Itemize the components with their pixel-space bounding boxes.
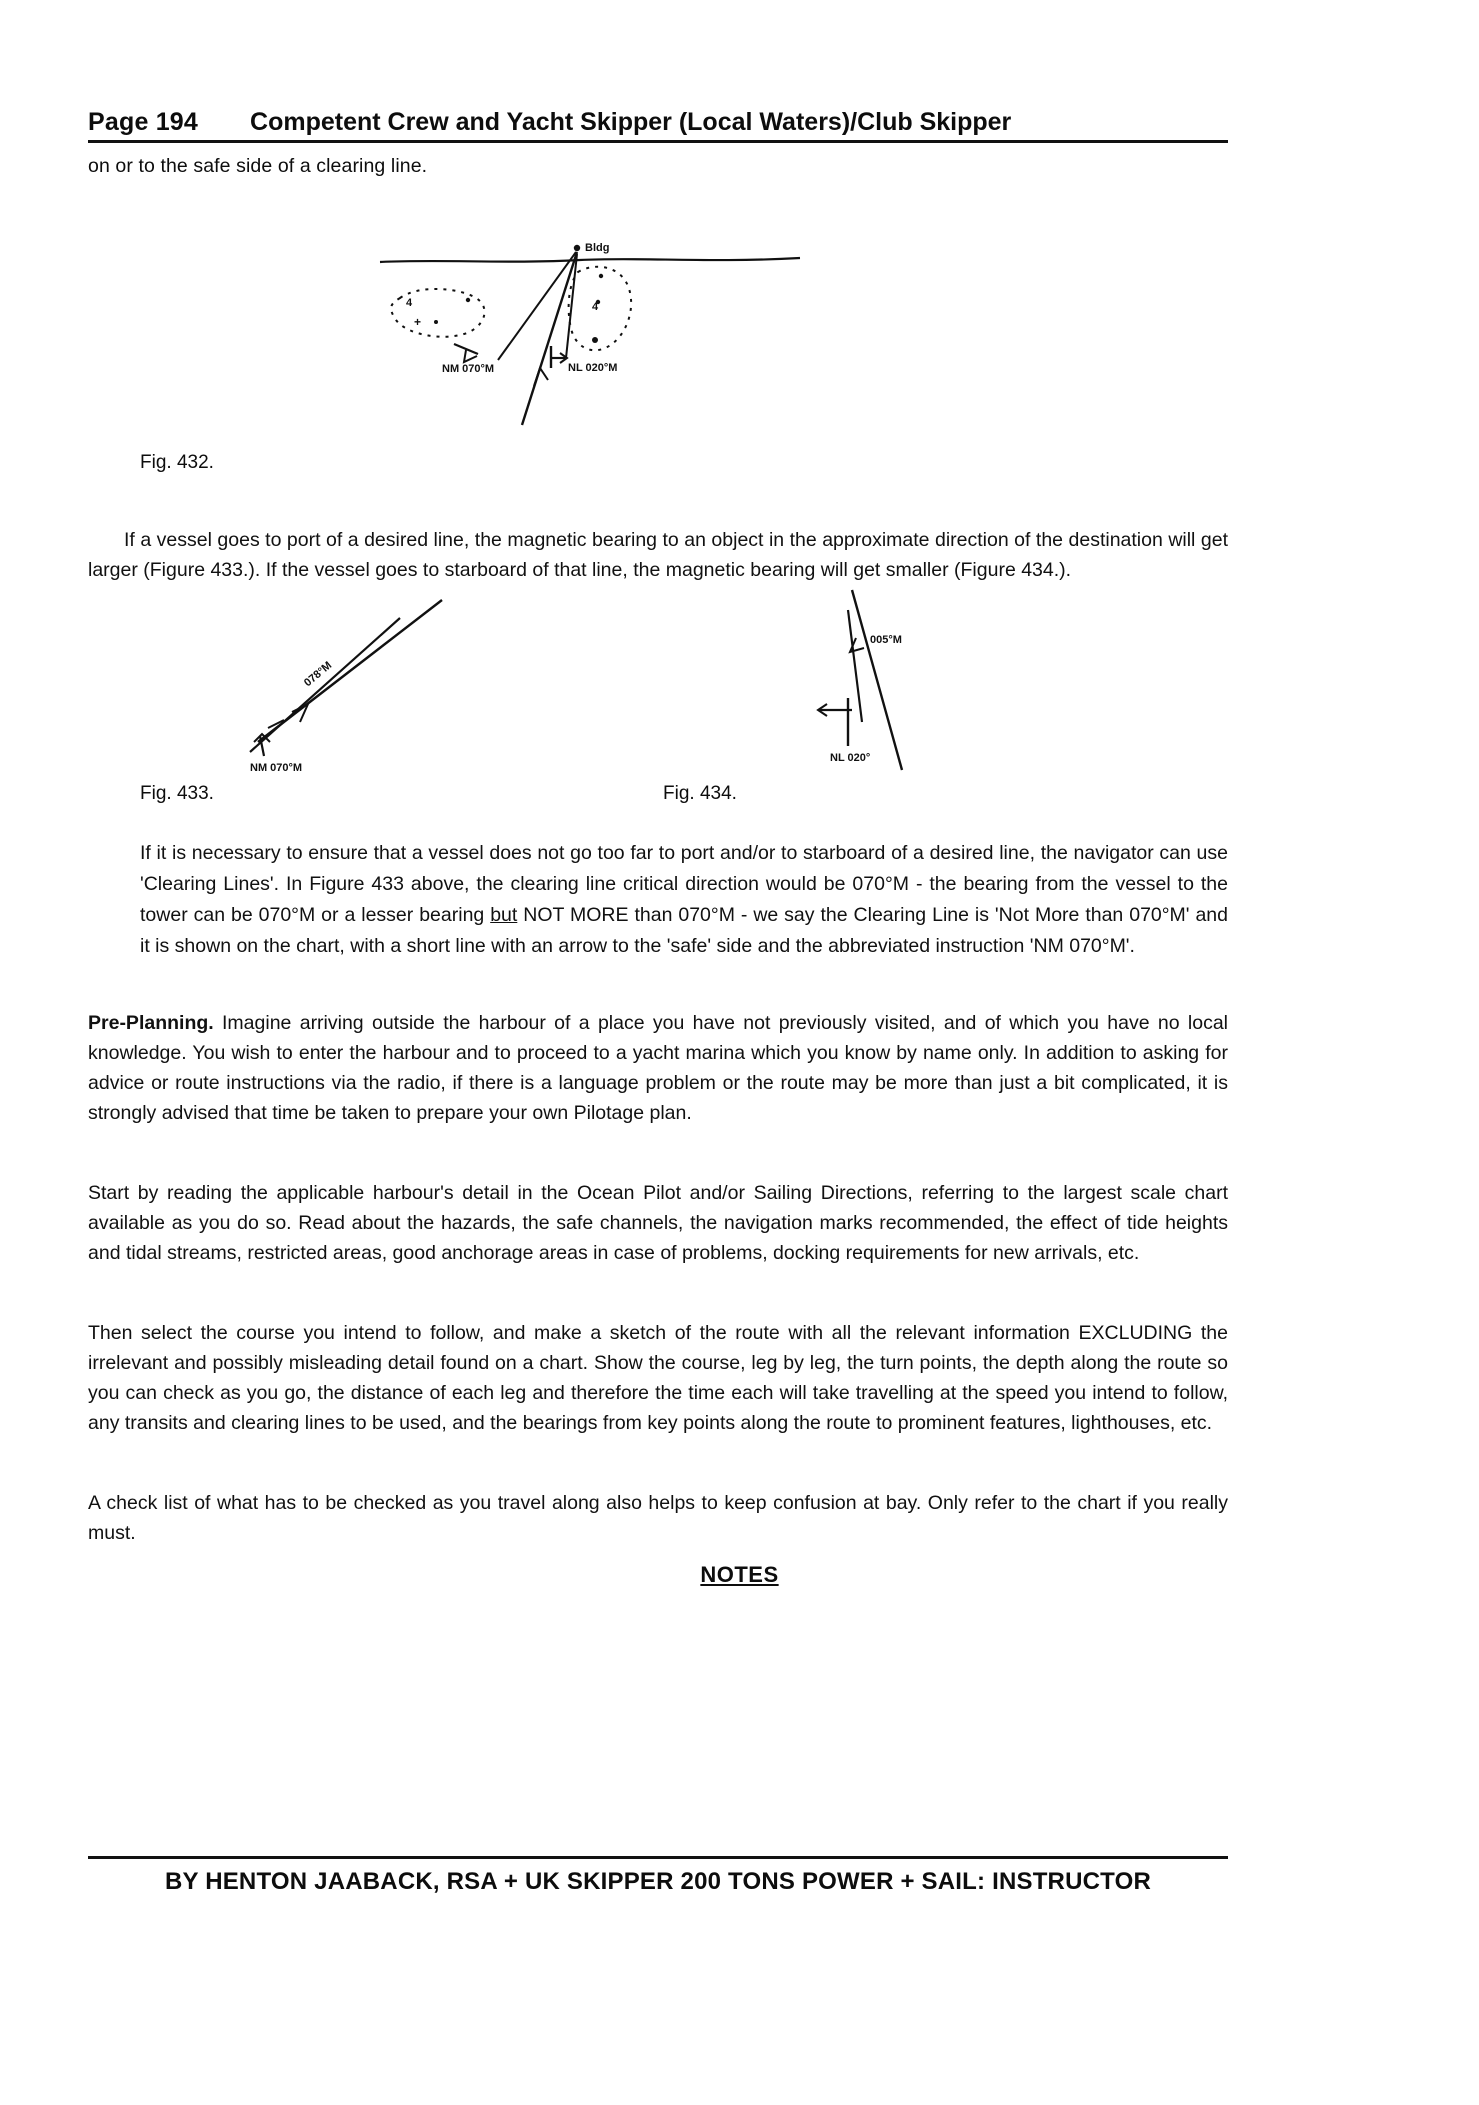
pre-planning-text: Imagine arriving outside the harbour of a place you have not previously visited, and of which you have no local knowledge. You wish to enter the harbour and to proceed to a yacht marina which you know by name only. In addition to asking for advice or route instructions via the radio, if there is a language problem or the route may be more than just a bit complicated, it is strongly advised that time be taken to prepare your own Pilotage plan. bbox=[88, 1012, 1228, 1124]
figure-433-label-nm: NM 070°M bbox=[250, 762, 303, 774]
page-header bbox=[88, 108, 1228, 143]
notes-heading: NOTES bbox=[700, 1562, 779, 1587]
footer-text: BY HENTON JAABACK, RSA + UK SKIPPER 200 TONS POWER + SAIL: INSTRUCTOR bbox=[165, 1868, 1151, 1895]
paragraph-clearing-lines bbox=[140, 838, 1228, 962]
paragraph-check-list: A check list of what has to be checked as you travel along also helps to keep confusion at bay. Only refer to the chart if you really must. bbox=[88, 1492, 1228, 1544]
figure-432-svg bbox=[380, 240, 800, 430]
paragraph-vessel-bearings: If a vessel goes to port of a desired line, the magnetic bearing to an object in the approximate direction of the destination will get larger (Figure 433.). If the vessel goes to starboard of that line, the magnetic bearing will get smaller (Figure 434.). bbox=[88, 529, 1228, 581]
paragraph-harbour-detail: Start by reading the applicable harbour's detail in the Ocean Pilot and/or Sailing Directions, referring to the largest scale chart available as you do so. Read about the hazards, the safe channels, the navigation marks recommended, the effect of tide heights and tidal streams, restricted areas, good anchorage areas in case of problems, docking requirements for new arrivals, etc. bbox=[88, 1182, 1228, 1264]
paragraph-pre-planning bbox=[88, 1008, 1228, 1128]
page-number: Page 194 bbox=[88, 108, 199, 136]
figure-432-label-nm: NM 070°M bbox=[442, 363, 495, 375]
figure-433-label-bearing: 078°M bbox=[302, 659, 335, 690]
pre-planning-heading: Pre-Planning. bbox=[88, 1012, 214, 1034]
figure-434-diagram bbox=[790, 590, 1020, 800]
figure-434-svg bbox=[790, 590, 1020, 800]
page-title: Competent Crew and Yacht Skipper (Local Waters)/Club Skipper bbox=[250, 108, 1012, 136]
figure-432-label-nl: NL 020°M bbox=[568, 362, 618, 374]
svg-text:+: + bbox=[414, 315, 422, 329]
clearing-lines-emphasis: but bbox=[490, 904, 518, 926]
figure-432-label-bldg: Bldg bbox=[585, 242, 610, 254]
figure-433-caption: Fig. 433. bbox=[140, 783, 214, 804]
figure-434-label-nl: NL 020° bbox=[830, 752, 871, 764]
lead-line-text: on or to the safe side of a clearing line. bbox=[88, 155, 428, 177]
figure-432-diagram bbox=[380, 240, 800, 430]
svg-text:4: 4 bbox=[406, 297, 413, 309]
figure-434-caption: Fig. 434. bbox=[663, 783, 737, 804]
footer-divider bbox=[88, 1856, 1228, 1859]
clearing-lines-text-part2: NOT MORE than 070°M - we say the Clearing Line is 'Not More than 070°M' and it is shown on the chart, with a short line with an arrow to the 'safe' side and the abbreviated instruction 'NM 070°M'. bbox=[140, 904, 1228, 957]
figure-433-diagram bbox=[250, 600, 580, 790]
figure-434-label-bearing: 005°M bbox=[870, 634, 902, 646]
clearing-lines-text-part1: If it is necessary to ensure that a vessel does not go too far to port and/or to starboard of a desired line, the navigator can use 'Clearing Lines'. In Figure 433 above, the clearing line critical direction would be 070°M - the bearing from the vessel to the tower can be 070°M or a lesser bearing bbox=[140, 842, 1228, 926]
figure-432-caption: Fig. 432. bbox=[140, 452, 214, 473]
svg-text:4: 4 bbox=[592, 301, 599, 313]
paragraph-course-selection: Then select the course you intend to follow, and make a sketch of the route with all the relevant information EXCLUDING the irrelevant and possibly misleading detail found on a chart. Show the course, leg by leg, the turn points, the depth along the route so you can check as you go, the distance of each leg and therefore the time each will take travelling at the speed you intend to follow, any transits and clearing lines to be used, and the bearings from key points along the route to prominent features, lighthouses, etc. bbox=[88, 1322, 1228, 1434]
